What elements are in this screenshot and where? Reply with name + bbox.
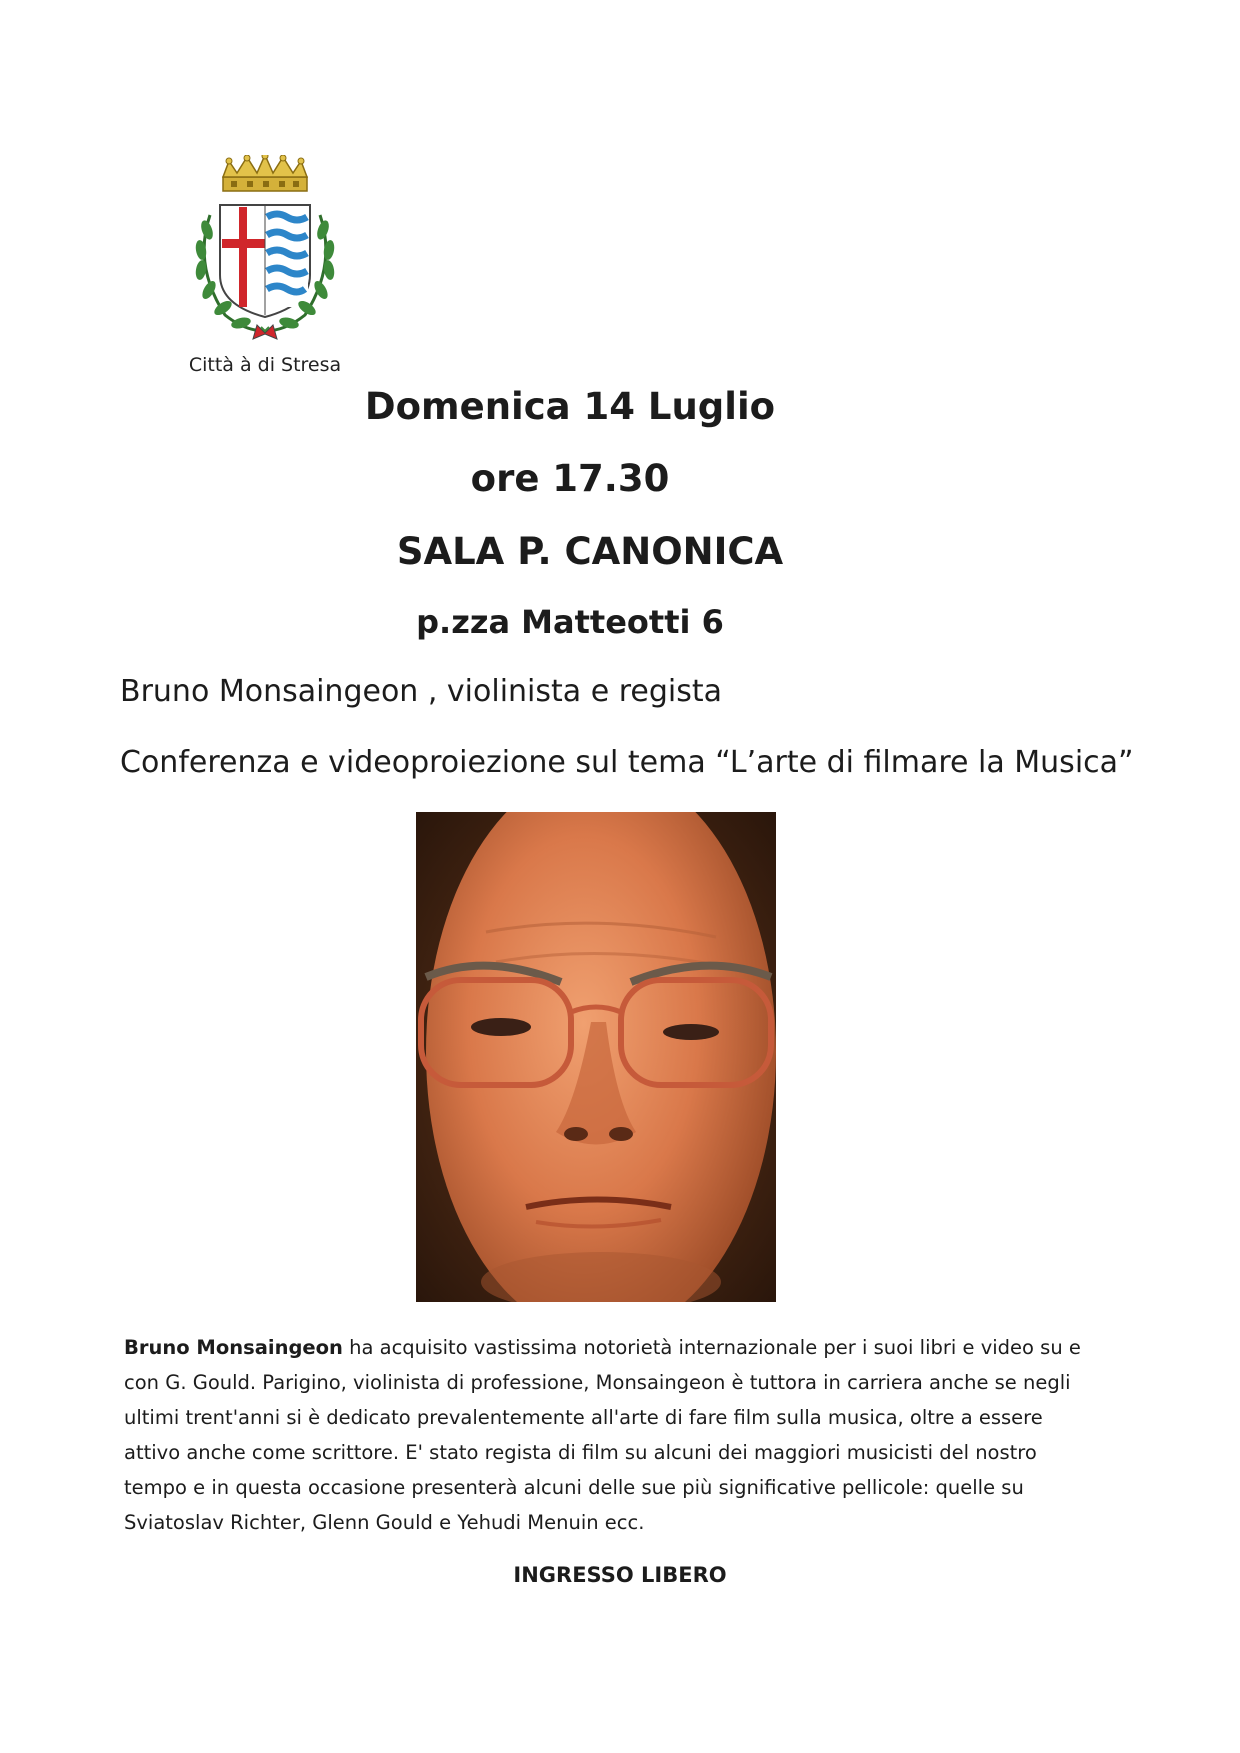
speaker-biography bbox=[124, 1330, 1124, 1540]
speaker-portrait bbox=[416, 812, 776, 1302]
coat-of-arms-icon bbox=[185, 155, 345, 340]
free-entry-notice: INGRESSO LIBERO bbox=[513, 1563, 727, 1587]
city-name: Città à di Stresa bbox=[188, 354, 342, 376]
bio-line-5: tempo e in questa occasione presenterà alcuni delle sue più significative pellicole: quelle su bbox=[124, 1476, 1024, 1499]
city-coat-of-arms bbox=[185, 155, 345, 340]
crown-icon bbox=[223, 155, 307, 191]
ribbon-icon bbox=[253, 325, 277, 339]
shield-icon bbox=[220, 205, 310, 317]
bio-speaker-name: Bruno Monsaingeon bbox=[124, 1336, 343, 1359]
bio-line-4: attivo anche come scrittore. E' stato regista di film su alcuni dei maggiori musicisti del nostro bbox=[124, 1441, 1037, 1464]
speaker-line: Bruno Monsaingeon , violinista e regista bbox=[120, 674, 722, 709]
event-venue: SALA P. CANONICA bbox=[396, 530, 784, 573]
topic-line: Conferenza e videoproiezione sul tema “L’arte di filmare la Musica” bbox=[120, 745, 1134, 780]
bio-line-2: con G. Gould. Parigino, violinista di professione, Monsaingeon è tuttora in carriera anche se negli bbox=[124, 1371, 1071, 1394]
event-date: Domenica 14 Luglio bbox=[364, 385, 776, 428]
bio-line-6: Sviatoslav Richter, Glenn Gould e Yehudi Menuin ecc. bbox=[124, 1511, 645, 1534]
event-time: ore 17.30 bbox=[470, 457, 670, 500]
bio-line-1-text: ha acquisito vastissima notorietà internazionale per i suoi libri e video su e bbox=[342, 1336, 1081, 1359]
event-address: p.zza Matteotti 6 bbox=[416, 603, 724, 641]
bio-line-3: ultimi trent'anni si è dedicato prevalentemente all'arte di fare film sulla musica, oltre a essere bbox=[124, 1406, 1043, 1429]
bio-line-1 bbox=[124, 1330, 1124, 1365]
portrait-image bbox=[416, 812, 776, 1302]
